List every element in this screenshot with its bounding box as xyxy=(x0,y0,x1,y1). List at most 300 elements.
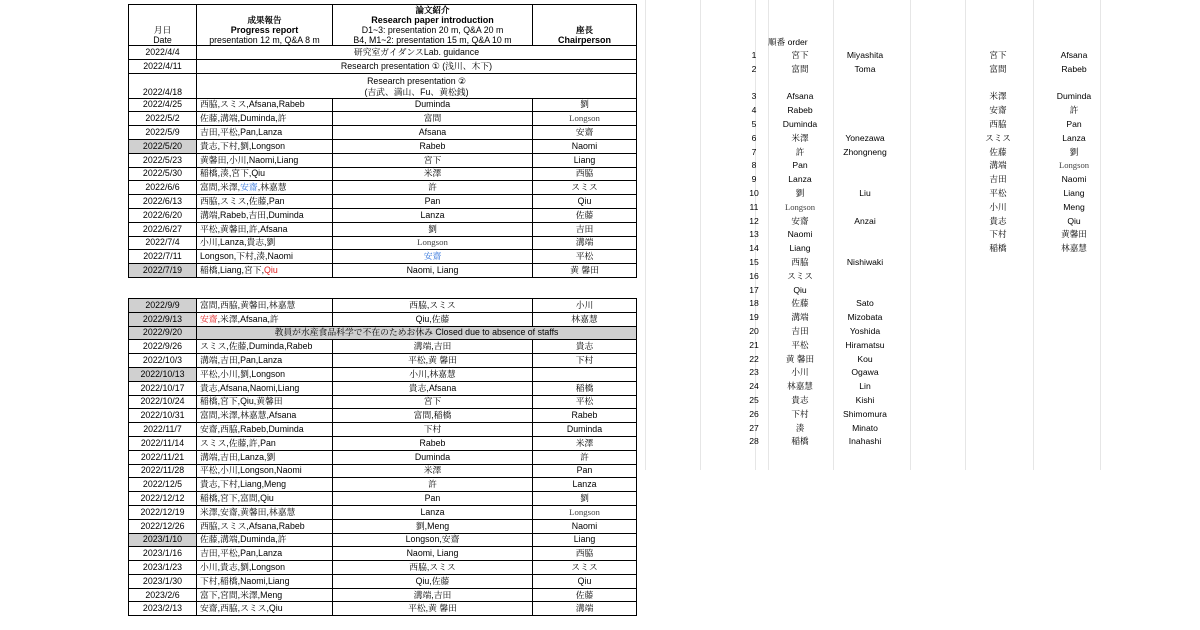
chairperson-cell[interactable] xyxy=(533,236,637,250)
chair-header-jp: 座長 xyxy=(575,25,593,35)
date-cell[interactable]: 2022/12/5 xyxy=(129,478,197,492)
order-romaji: Ogawa xyxy=(851,367,879,378)
progress-report-cell[interactable] xyxy=(197,312,333,326)
table-row xyxy=(129,533,637,547)
paper-presenters: Longson xyxy=(417,237,448,248)
order-number: 3 xyxy=(751,91,757,102)
order-number: 20 xyxy=(749,326,759,336)
chairperson-name: 吉田 xyxy=(575,223,594,234)
table-row xyxy=(129,367,637,381)
order-name: Naomi xyxy=(787,229,813,240)
list-item xyxy=(740,353,940,367)
progress-presenters: 溝端,吉田,Pan,Lanza xyxy=(200,355,283,366)
progress-report-cell[interactable] xyxy=(197,519,333,533)
paper-intro-cell[interactable] xyxy=(333,395,533,409)
paper-presenters: Longson,安齋 xyxy=(405,534,460,545)
date-cell[interactable]: 2022/9/20 xyxy=(129,326,197,340)
order-name: 湊 xyxy=(795,422,805,433)
chairperson-name: 林嘉慧 xyxy=(571,313,598,324)
table-row xyxy=(129,208,637,222)
paper-presenters: Naomi, Liang xyxy=(406,265,459,276)
chairperson-name: 小川 xyxy=(575,299,594,310)
progress-report-cell[interactable] xyxy=(197,602,333,616)
date-cell[interactable]: 2022/4/25 xyxy=(129,98,197,112)
progress-report-cell[interactable] xyxy=(197,505,333,519)
progress-presenters: スミス,佐藤,許,Pan xyxy=(200,437,276,448)
order-number: 6 xyxy=(751,132,757,143)
paper-intro-cell[interactable] xyxy=(333,153,533,167)
chairperson-cell[interactable] xyxy=(533,139,637,153)
progress-report-cell[interactable] xyxy=(197,478,333,492)
table-row xyxy=(129,222,637,236)
paper-intro-cell[interactable] xyxy=(333,126,533,140)
paper-intro-cell[interactable] xyxy=(333,574,533,588)
paper-intro-cell[interactable] xyxy=(333,312,533,326)
progress-report-cell[interactable] xyxy=(197,139,333,153)
chairperson-cell[interactable] xyxy=(533,423,637,437)
pair-name-a: 西脇 xyxy=(989,119,1007,129)
order-number: 16 xyxy=(749,270,759,281)
chairperson-cell[interactable] xyxy=(533,98,637,112)
date-cell[interactable]: 2022/6/13 xyxy=(129,195,197,209)
paper-header-jp: 論文紹介 xyxy=(415,5,450,15)
chairperson-cell[interactable] xyxy=(533,478,637,492)
chairperson-cell[interactable] xyxy=(533,492,637,506)
chairperson-cell[interactable] xyxy=(533,450,637,464)
paper-presenters: 西脇,スミス xyxy=(409,299,456,310)
pair-name-b: Naomi xyxy=(1061,174,1087,185)
date-cell[interactable]: 2022/4/18 xyxy=(129,73,197,98)
progress-presenters: 富間,米澤,安齋,林嘉慧 xyxy=(200,182,287,193)
table-row xyxy=(129,436,637,450)
table-row xyxy=(129,574,637,588)
progress-report-cell[interactable] xyxy=(197,547,333,561)
progress-report-cell[interactable] xyxy=(197,208,333,222)
chairperson-cell[interactable] xyxy=(533,561,637,575)
progress-report-cell[interactable] xyxy=(197,340,333,354)
paper-presenters: 富間 xyxy=(423,113,442,124)
progress-presenters: 稲橋,宮下,Qiu,黄馨田 xyxy=(200,396,283,407)
highlighted-presenter: 安齋 xyxy=(200,313,218,324)
date-cell[interactable]: 2023/1/16 xyxy=(129,547,197,561)
chairperson-cell[interactable] xyxy=(533,533,637,547)
date-cell[interactable]: 2022/12/12 xyxy=(129,492,197,506)
list-item xyxy=(740,104,940,118)
chairperson-cell[interactable] xyxy=(533,126,637,140)
order-name: Longson xyxy=(784,201,816,212)
list-item xyxy=(740,297,940,311)
paper-intro-cell[interactable] xyxy=(333,208,533,222)
paper-intro-cell[interactable] xyxy=(333,139,533,153)
order-name: Liang xyxy=(789,243,811,254)
date-cell[interactable]: 2022/5/30 xyxy=(129,167,197,181)
pair-name-a: 溝端 xyxy=(989,160,1007,171)
progress-report-cell[interactable] xyxy=(197,112,333,126)
paper-intro-cell[interactable] xyxy=(333,167,533,181)
event-text: Research presentation ① (浅川、木下) xyxy=(340,60,493,71)
list-item xyxy=(740,90,940,104)
chairperson-name: 下村 xyxy=(575,355,594,366)
paper-intro-cell[interactable] xyxy=(333,298,533,312)
pair-name-b: Rabeb xyxy=(1061,63,1087,74)
list-item xyxy=(740,63,940,77)
paper-intro-cell[interactable] xyxy=(333,340,533,354)
merged-event-cell[interactable] xyxy=(197,59,637,73)
paper-intro-cell[interactable] xyxy=(333,423,533,437)
paper-presenters: Qiu,佐藤 xyxy=(415,575,450,586)
pair-name-b: Longson xyxy=(1058,160,1090,171)
paper-intro-cell[interactable] xyxy=(333,222,533,236)
paper-presenters: 富間,稲橋 xyxy=(413,410,452,421)
progress-report-cell[interactable] xyxy=(197,561,333,575)
paper-intro-cell[interactable] xyxy=(333,354,533,368)
chairperson-cell[interactable] xyxy=(533,436,637,450)
date-cell[interactable]: 2022/5/2 xyxy=(129,112,197,126)
list-item xyxy=(740,173,940,187)
list-item xyxy=(960,228,1120,242)
chairperson-name: 稲橋 xyxy=(575,382,594,393)
date-cell[interactable]: 2022/5/20 xyxy=(129,139,197,153)
merged-event-cell[interactable] xyxy=(197,326,637,340)
chairperson-cell[interactable] xyxy=(533,298,637,312)
event-text: 教員が水産食品科学で不在のためお休み Closed due to absence of staffs xyxy=(274,327,559,338)
order-number: 21 xyxy=(749,339,759,350)
chairperson-cell[interactable] xyxy=(533,464,637,478)
progress-report-cell[interactable] xyxy=(197,588,333,602)
chairperson-name: 米澤 xyxy=(575,437,594,448)
progress-report-cell[interactable] xyxy=(197,167,333,181)
table-row xyxy=(129,423,637,437)
paper-presenters: Duminda xyxy=(414,451,451,462)
paper-intro-cell[interactable] xyxy=(333,367,533,381)
chairperson-cell[interactable] xyxy=(533,505,637,519)
order-romaji: Liu xyxy=(859,188,871,198)
date-cell[interactable]: 2022/7/4 xyxy=(129,236,197,250)
chairperson-cell[interactable] xyxy=(533,381,637,395)
progress-presenters: 溝端,吉田,Lanza,劉 xyxy=(200,451,276,462)
pair-name-a: 貴志 xyxy=(989,215,1007,226)
date-cell[interactable]: 2022/6/6 xyxy=(129,181,197,195)
date-cell[interactable]: 2022/7/11 xyxy=(129,250,197,264)
date-cell[interactable]: 2022/11/14 xyxy=(129,436,197,450)
progress-report-cell[interactable] xyxy=(197,153,333,167)
chairperson-name: Longson xyxy=(569,113,600,124)
chairperson-cell[interactable] xyxy=(533,312,637,326)
chairperson-name: 許 xyxy=(580,451,589,462)
table-row xyxy=(129,312,637,326)
chairperson-cell[interactable] xyxy=(533,574,637,588)
progress-presenters: 溝端,Rabeb,吉田,Duminda xyxy=(200,209,304,220)
date-cell[interactable]: 2022/12/26 xyxy=(129,519,197,533)
chairperson-cell[interactable] xyxy=(533,181,637,195)
paper-intro-cell[interactable] xyxy=(333,450,533,464)
order-romaji: Inahashi xyxy=(848,436,882,447)
chairperson-cell[interactable] xyxy=(533,208,637,222)
paper-intro-cell[interactable] xyxy=(333,478,533,492)
progress-presenters: 貴志,下村,劉,Longson xyxy=(200,140,286,151)
progress-report-cell[interactable] xyxy=(197,367,333,381)
date-cell[interactable]: 2022/10/3 xyxy=(129,354,197,368)
paper-intro-cell[interactable] xyxy=(333,547,533,561)
paper-presenters: 小川,林嘉慧 xyxy=(409,368,456,379)
chairperson-cell[interactable] xyxy=(533,153,637,167)
progress-report-cell[interactable] xyxy=(197,464,333,478)
progress-report-cell[interactable] xyxy=(197,98,333,112)
table-row xyxy=(129,519,637,533)
table-row xyxy=(129,588,637,602)
chairperson-name: 貴志 xyxy=(575,341,594,352)
list-item xyxy=(740,228,940,242)
paper-presenters: 溝端,吉田 xyxy=(413,341,452,352)
chairperson-name: Longson xyxy=(569,506,600,517)
order-number: 22 xyxy=(749,353,759,364)
chairperson-cell[interactable] xyxy=(533,519,637,533)
order-number: 12 xyxy=(749,215,759,226)
chairperson-cell[interactable] xyxy=(533,264,637,278)
order-romaji: Sato xyxy=(856,298,874,309)
chairperson-cell[interactable] xyxy=(533,395,637,409)
chairperson-cell[interactable] xyxy=(533,250,637,264)
list-item xyxy=(960,159,1120,173)
list-item xyxy=(960,132,1120,146)
date-cell[interactable]: 2023/1/23 xyxy=(129,561,197,575)
list-item xyxy=(740,77,940,91)
order-name: 佐藤 xyxy=(791,298,809,309)
paper-presenters: Rabeb xyxy=(419,437,446,448)
paper-presenters: Lanza xyxy=(420,506,445,517)
table-row xyxy=(129,478,637,492)
list-item xyxy=(740,256,940,270)
pair-name-a: 下村 xyxy=(989,229,1007,240)
date-cell[interactable]: 2023/2/6 xyxy=(129,588,197,602)
chairperson-name: 平松 xyxy=(575,251,594,262)
progress-report-cell[interactable] xyxy=(197,354,333,368)
chairperson-cell[interactable] xyxy=(533,588,637,602)
progress-report-cell[interactable] xyxy=(197,492,333,506)
date-cell[interactable]: 2022/5/23 xyxy=(129,153,197,167)
order-number: 26 xyxy=(749,408,759,419)
table-row xyxy=(129,326,637,340)
date-cell[interactable]: 2022/10/31 xyxy=(129,409,197,423)
date-cell[interactable]: 2022/6/27 xyxy=(129,222,197,236)
order-number: 8 xyxy=(751,160,757,171)
paper-intro-cell[interactable] xyxy=(333,112,533,126)
progress-presenters: 佐藤,溝端,Duminda,許 xyxy=(200,534,287,545)
paper-intro-cell[interactable] xyxy=(333,409,533,423)
order-number: 5 xyxy=(751,119,757,129)
progress-report-cell[interactable] xyxy=(197,236,333,250)
order-number: 9 xyxy=(751,174,757,185)
paper-intro-cell[interactable] xyxy=(333,505,533,519)
table-row xyxy=(129,195,637,209)
date-header-en: Date xyxy=(153,35,172,45)
progress-report-cell[interactable] xyxy=(197,126,333,140)
table-row xyxy=(129,602,637,616)
list-item xyxy=(740,146,940,160)
order-name: 安齋 xyxy=(791,215,809,226)
paper-intro-cell[interactable] xyxy=(333,588,533,602)
order-name: 小川 xyxy=(791,367,809,378)
order-name: Pan xyxy=(792,160,808,171)
progress-report-cell[interactable] xyxy=(197,395,333,409)
order-number: 18 xyxy=(749,298,759,309)
date-cell[interactable]: 2022/6/20 xyxy=(129,208,197,222)
progress-presenters: 稲橋,Liang,宮下,Qiu xyxy=(200,265,278,276)
order-name: 吉田 xyxy=(791,326,809,336)
progress-presenters: 平松,小川,劉,Longson xyxy=(200,368,286,379)
paper-intro-cell[interactable] xyxy=(333,264,533,278)
progress-report-cell[interactable] xyxy=(197,381,333,395)
order-romaji: Minato xyxy=(852,422,878,433)
date-cell[interactable]: 2022/10/24 xyxy=(129,395,197,409)
table-row xyxy=(129,73,637,98)
progress-header-jp: 成果報告 xyxy=(247,15,282,25)
order-number: 28 xyxy=(749,436,759,447)
chair-column-header xyxy=(533,5,637,46)
date-cell[interactable]: 2022/4/11 xyxy=(129,59,197,73)
merged-event-cell[interactable] xyxy=(197,73,637,98)
order-romaji: Nishiwaki xyxy=(846,257,884,267)
table-row xyxy=(129,450,637,464)
date-cell[interactable]: 2022/5/9 xyxy=(129,126,197,140)
order-number: 14 xyxy=(749,243,759,254)
paper-header-sub2: B4, M1~2: presentation 15 m, Q&A 10 m xyxy=(353,35,512,45)
paper-intro-cell[interactable] xyxy=(333,561,533,575)
date-cell[interactable]: 2022/7/19 xyxy=(129,264,197,278)
progress-report-cell[interactable] xyxy=(197,574,333,588)
chairperson-cell[interactable] xyxy=(533,409,637,423)
table-row xyxy=(129,277,637,298)
event-text: 研究室ガイダンスLab. guidance xyxy=(353,46,480,57)
date-cell[interactable]: 2022/10/13 xyxy=(129,367,197,381)
paper-header-sub1: D1~3: presentation 20 m, Q&A 20 m xyxy=(361,25,504,35)
paper-presenters: 米澤 xyxy=(423,168,442,179)
paper-intro-cell[interactable] xyxy=(333,492,533,506)
list-item xyxy=(960,104,1120,118)
paper-intro-cell[interactable] xyxy=(333,436,533,450)
chairperson-name: Qiu xyxy=(577,575,592,586)
chairperson-cell[interactable] xyxy=(533,602,637,616)
pair-name-b: 黄馨田 xyxy=(1061,229,1087,240)
date-cell[interactable]: 2023/2/13 xyxy=(129,602,197,616)
paper-intro-cell[interactable] xyxy=(333,181,533,195)
pair-name-b: Meng xyxy=(1063,201,1085,212)
paper-intro-cell[interactable] xyxy=(333,533,533,547)
chairperson-name: 溝端 xyxy=(575,237,594,248)
paper-column-header xyxy=(333,5,533,46)
date-cell[interactable]: 2022/9/26 xyxy=(129,340,197,354)
date-cell[interactable]: 2022/10/17 xyxy=(129,381,197,395)
progress-presenters: 吉田,平松,Pan,Lanza xyxy=(200,127,283,138)
order-romaji: Zhongneng xyxy=(843,146,887,157)
order-number: 25 xyxy=(749,395,759,405)
highlighted-presenter: 安齋 xyxy=(240,182,258,193)
progress-report-cell[interactable] xyxy=(197,423,333,437)
paper-intro-cell[interactable] xyxy=(333,236,533,250)
date-cell[interactable]: 2022/11/28 xyxy=(129,464,197,478)
chairperson-name: 溝端 xyxy=(575,603,594,614)
progress-report-cell[interactable] xyxy=(197,181,333,195)
progress-presenters: 富下,宮間,米澤,Meng xyxy=(200,589,283,600)
progress-report-cell[interactable] xyxy=(197,436,333,450)
date-cell[interactable]: 2022/9/9 xyxy=(129,298,197,312)
date-cell[interactable]: 2022/11/7 xyxy=(129,423,197,437)
chairperson-cell[interactable] xyxy=(533,112,637,126)
chairperson-cell[interactable] xyxy=(533,195,637,209)
order-romaji: Mizobata xyxy=(847,312,883,323)
progress-report-cell[interactable] xyxy=(197,409,333,423)
merged-event-cell[interactable] xyxy=(197,46,637,60)
order-name: 米澤 xyxy=(791,132,809,143)
date-cell[interactable]: 2023/1/30 xyxy=(129,574,197,588)
progress-presenters: 貴志,Afsana,Naomi,Liang xyxy=(200,382,300,393)
order-number: 23 xyxy=(749,367,759,378)
date-cell[interactable]: 2022/9/13 xyxy=(129,312,197,326)
progress-report-cell[interactable] xyxy=(197,533,333,547)
paper-intro-cell[interactable] xyxy=(333,381,533,395)
order-number: 13 xyxy=(749,229,759,240)
order-number: 15 xyxy=(749,257,759,267)
date-cell[interactable]: 2022/4/4 xyxy=(129,46,197,60)
seminar-schedule-table xyxy=(128,4,637,616)
progress-presenters: 米澤,安齋,黄馨田,林嘉慧 xyxy=(200,506,296,517)
paper-intro-cell[interactable] xyxy=(333,602,533,616)
date-cell[interactable]: 2022/11/21 xyxy=(129,450,197,464)
paper-intro-cell[interactable] xyxy=(333,464,533,478)
chairperson-name: Qiu xyxy=(577,196,592,207)
order-romaji: Yonezawa xyxy=(845,132,885,143)
order-name: 溝端 xyxy=(791,312,809,323)
chairperson-name: Lanza xyxy=(572,479,597,490)
list-item xyxy=(960,118,1120,132)
chairperson-cell[interactable] xyxy=(533,547,637,561)
list-item xyxy=(740,435,940,449)
progress-report-cell[interactable] xyxy=(197,298,333,312)
paper-intro-cell[interactable] xyxy=(333,250,533,264)
progress-report-cell[interactable] xyxy=(197,264,333,278)
chairperson-cell[interactable] xyxy=(533,354,637,368)
paper-intro-cell[interactable] xyxy=(333,519,533,533)
date-cell[interactable]: 2022/12/19 xyxy=(129,505,197,519)
pair-name-b: Qiu xyxy=(1067,215,1081,226)
progress-presenters: 下村,稲橋,Naomi,Liang xyxy=(200,575,290,586)
chairperson-cell[interactable] xyxy=(533,340,637,354)
chairperson-cell[interactable] xyxy=(533,367,637,381)
paper-presenters: 許 xyxy=(428,182,437,193)
progress-report-cell[interactable] xyxy=(197,222,333,236)
chairperson-cell[interactable] xyxy=(533,167,637,181)
progress-presenters: 安齋,西脇,Rabeb,Duminda xyxy=(200,424,304,435)
paper-presenters: 溝端,吉田 xyxy=(413,589,452,600)
table-row xyxy=(129,46,637,60)
progress-report-cell[interactable] xyxy=(197,450,333,464)
progress-report-cell[interactable] xyxy=(197,195,333,209)
table-header-row xyxy=(129,5,637,46)
paper-intro-cell[interactable] xyxy=(333,195,533,209)
order-number: 19 xyxy=(749,312,759,323)
progress-report-cell[interactable] xyxy=(197,250,333,264)
progress-presenters: 稲橋,湊,宮下,Qiu xyxy=(200,168,266,179)
chairperson-cell[interactable] xyxy=(533,222,637,236)
progress-presenters: 小川,貴志,劉,Longson xyxy=(200,561,286,572)
order-name: 宮下 xyxy=(791,50,809,60)
date-cell[interactable]: 2023/1/10 xyxy=(129,533,197,547)
progress-header-sub: presentation 12 m, Q&A 8 m xyxy=(209,35,320,45)
chair-header-en: Chairperson xyxy=(557,35,611,45)
paper-intro-cell[interactable] xyxy=(333,98,533,112)
list-item xyxy=(740,270,940,284)
order-name: 許 xyxy=(795,146,805,157)
